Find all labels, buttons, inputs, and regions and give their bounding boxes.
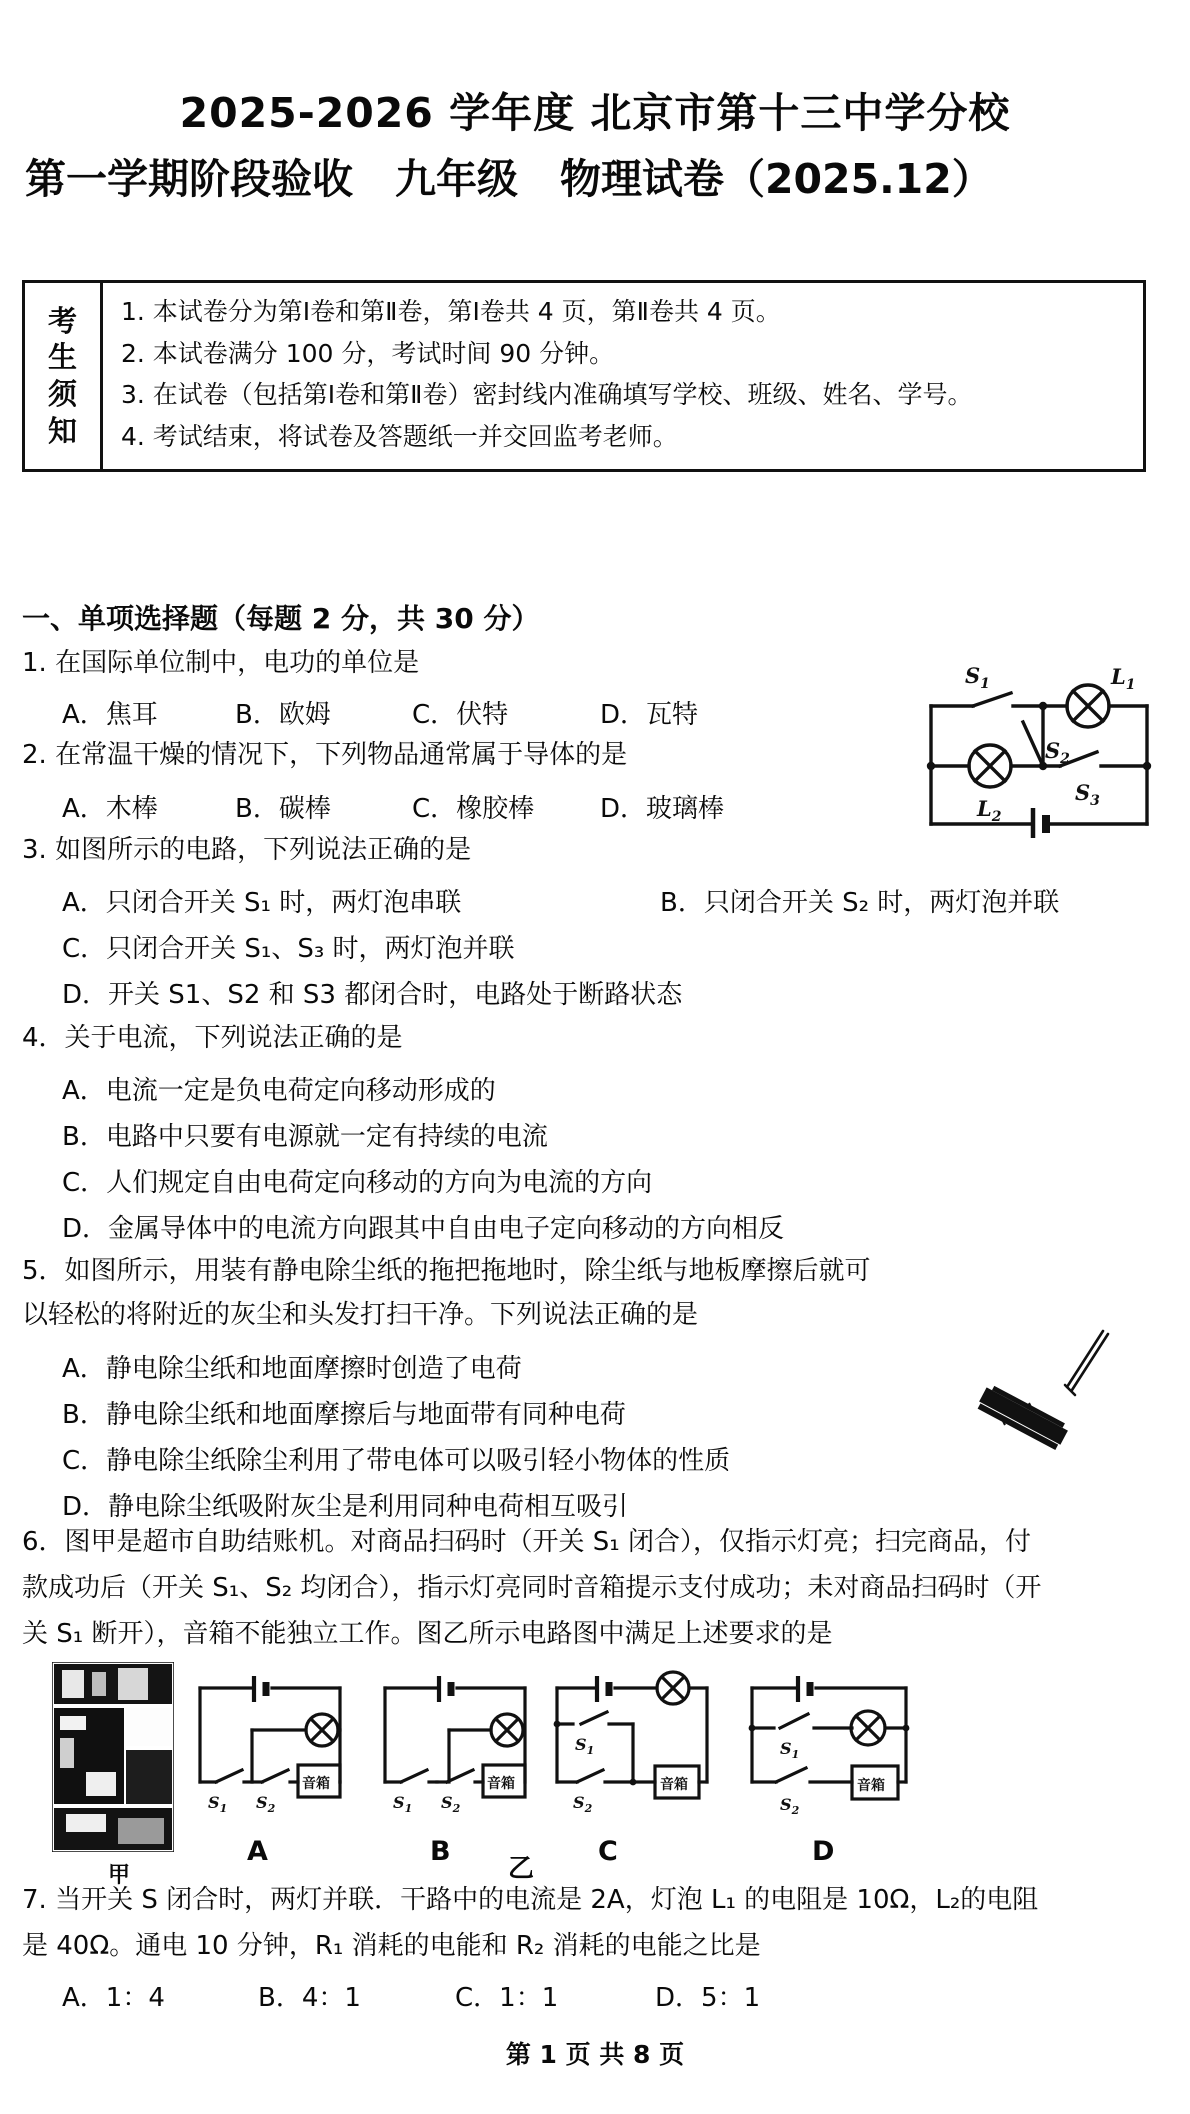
notice-label <box>25 283 103 469</box>
figure-label-option-c: C <box>598 1836 618 1867</box>
section-heading-choice: 一、单项选择题（每题 2 分，共 30 分） <box>22 602 540 635</box>
question-2-option-d[interactable]: D．玻璃棒 <box>600 794 725 824</box>
circuit-label-l2: $L_2$ <box>977 796 1002 825</box>
circuit-c-label-s1: $S_1$ <box>575 1735 595 1757</box>
title-grade: 九年级 <box>395 155 518 203</box>
circuit-d-speaker-label: 音箱 <box>857 1778 885 1794</box>
question-7-stem-line2: 是 40Ω。通电 10 分钟，R₁ 消耗的电能和 R₂ 消耗的电能之比是 <box>22 1931 761 1961</box>
notice-body <box>103 283 1143 469</box>
title-subject: 物理试卷（2025.12） <box>560 155 993 203</box>
notice-item: 4. 考试结束，将试卷及答题纸一并交回监考老师。 <box>121 421 678 451</box>
question-1-stem: 1. 在国际单位制中，电功的单位是 <box>22 648 420 678</box>
question-5-mop-figure <box>975 1325 1125 1455</box>
question-2-option-c[interactable]: C．橡胶棒 <box>412 794 535 824</box>
notice-item: 2. 本试卷满分 100 分，考试时间 90 分钟。 <box>121 338 615 368</box>
circuit-c-speaker-label: 音箱 <box>660 1777 688 1793</box>
figure-label-jia: 甲 <box>108 1863 131 1888</box>
circuit-c-label-s2: $S_2$ <box>573 1793 593 1815</box>
question-7-option-b[interactable]: B．4：1 <box>258 1983 361 2013</box>
notice-item: 1. 本试卷分为第Ⅰ卷和第Ⅱ卷，第Ⅰ卷共 4 页，第Ⅱ卷共 4 页。 <box>121 297 781 326</box>
question-1-option-a[interactable]: A．焦耳 <box>62 700 158 730</box>
figure-label-option-d: D <box>812 1836 835 1867</box>
question-6-circuit-b <box>375 1662 535 1827</box>
circuit-d-label-s1: $S_1$ <box>780 1739 800 1761</box>
question-4-option-c[interactable]: C．人们规定自由电荷定向移动的方向为电流的方向 <box>62 1168 653 1198</box>
question-7-option-c[interactable]: C．1：1 <box>455 1983 559 2013</box>
question-5-stem-line2: 以轻松的将附近的灰尘和头发打扫干净。下列说法正确的是 <box>22 1300 699 1330</box>
question-6-stem-line3: 关 S₁ 断开），音箱不能独立工作。图乙所示电路图中满足上述要求的是 <box>22 1619 833 1649</box>
question-7-option-a[interactable]: A．1：4 <box>62 1983 165 2013</box>
notice-item: 3. 在试卷（包括第Ⅰ卷和第Ⅱ卷）密封线内准确填写学校、班级、姓名、学号。 <box>121 380 973 409</box>
question-3-option-c[interactable]: C．只闭合开关 S₁、S₃ 时，两灯泡并联 <box>62 934 515 964</box>
question-4-option-b[interactable]: B．电路中只要有电源就一定有持续的电流 <box>62 1122 548 1152</box>
circuit-diagram-q3 <box>915 648 1185 838</box>
circuit-b-label-s1: $S_1$ <box>393 1793 413 1815</box>
figure-label-option-a: A <box>247 1836 268 1867</box>
question-6-circuit-c <box>545 1662 720 1827</box>
circuit-a-label-s1: $S_1$ <box>208 1793 228 1815</box>
exam-notice-box <box>22 280 1146 472</box>
circuit-diagram-option-b <box>375 1662 535 1827</box>
question-2-option-a[interactable]: A．木棒 <box>62 794 158 824</box>
circuit-label-s1: $S_1$ <box>965 663 990 692</box>
circuit-a-speaker-label: 音箱 <box>302 1776 330 1792</box>
question-3-option-b[interactable]: B．只闭合开关 S₂ 时，两灯泡并联 <box>660 888 1060 918</box>
question-6-stem-line2: 款成功后（开关 S₁、S₂ 均闭合），指示灯亮同时音箱提示支付成功；未对商品扫码时（开 <box>22 1573 1042 1603</box>
circuit-b-label-s2: $S_2$ <box>441 1793 461 1815</box>
question-5-option-a[interactable]: A．静电除尘纸和地面摩擦时创造了电荷 <box>62 1354 522 1384</box>
circuit-d-label-s2: $S_2$ <box>780 1795 800 1817</box>
question-6-circuit-d <box>740 1662 920 1827</box>
question-2-stem: 2. 在常温干燥的情况下，下列物品通常属于导体的是 <box>22 740 628 770</box>
question-3-option-a[interactable]: A．只闭合开关 S₁ 时，两灯泡串联 <box>62 888 462 918</box>
question-6-stem-line1: 6．图甲是超市自助结账机。对商品扫码时（开关 S₁ 闭合），仅指示灯亮；扫完商品，付 <box>22 1527 1031 1557</box>
mop-illustration <box>975 1325 1125 1455</box>
question-3-option-d[interactable]: D．开关 S1、S2 和 S3 都闭合时，电路处于断路状态 <box>62 980 683 1010</box>
circuit-diagram-option-d <box>740 1662 920 1827</box>
question-4-stem: 4．关于电流，下列说法正确的是 <box>22 1023 403 1053</box>
question-3-circuit-figure <box>915 648 1185 838</box>
page-title-line2 <box>25 146 1165 205</box>
question-2-option-b[interactable]: B．碳棒 <box>235 794 331 824</box>
page-title-line1: 2025-2026 学年度 北京市第十三中学分校 <box>179 89 1011 137</box>
question-3-stem: 3. 如图所示的电路，下列说法正确的是 <box>22 835 472 865</box>
notice-label-char-0: 考 <box>47 303 77 338</box>
question-7-option-d[interactable]: D．5：1 <box>655 1983 761 2013</box>
question-1-option-b[interactable]: B．欧姆 <box>235 700 331 730</box>
question-1-option-d[interactable]: D．瓦特 <box>600 700 699 730</box>
circuit-label-l1: $L_1$ <box>1111 664 1136 693</box>
figure-label-option-b: B <box>430 1836 451 1867</box>
question-5-stem-line1: 5．如图所示，用装有静电除尘纸的拖把拖地时，除尘纸与地板摩擦后就可 <box>22 1256 871 1286</box>
question-5-option-d[interactable]: D．静电除尘纸吸附灰尘是利用同种电荷相互吸引 <box>62 1492 629 1522</box>
question-1-option-c[interactable]: C．伏特 <box>412 700 509 730</box>
question-7-stem-line1: 7. 当开关 S 闭合时，两灯并联．干路中的电流是 2A，灯泡 L₁ 的电阻是 10Ω，L₂的电阻 <box>22 1885 1039 1915</box>
question-4-option-d[interactable]: D．金属导体中的电流方向跟其中自由电子定向移动的方向相反 <box>62 1214 785 1244</box>
question-5-option-c[interactable]: C．静电除尘纸除尘利用了带电体可以吸引轻小物体的性质 <box>62 1446 731 1476</box>
figure-label-yi: 乙 <box>508 1854 535 1884</box>
circuit-b-speaker-label: 音箱 <box>487 1776 515 1792</box>
notice-label-char-1: 生 <box>47 340 77 375</box>
circuit-label-s2: $S_2$ <box>1045 738 1070 767</box>
notice-label-char-2: 须 <box>47 377 77 411</box>
question-6-circuit-a <box>190 1662 350 1827</box>
circuit-label-s3: $S_3$ <box>1075 780 1100 809</box>
self-checkout-photo <box>52 1662 174 1852</box>
question-5-option-b[interactable]: B．静电除尘纸和地面摩擦后与地面带有同种电荷 <box>62 1400 626 1430</box>
circuit-diagram-option-c <box>545 1662 720 1827</box>
question-6-photo-jia <box>52 1662 174 1852</box>
circuit-a-label-s2: $S_2$ <box>256 1793 276 1815</box>
title-term: 第一学期阶段验收 <box>25 155 353 203</box>
circuit-diagram-option-a <box>190 1662 350 1827</box>
notice-label-char-3: 知 <box>47 413 77 448</box>
page-footer: 第 1 页 共 8 页 <box>505 2040 685 2069</box>
question-4-option-a[interactable]: A．电流一定是负电荷定向移动形成的 <box>62 1076 496 1106</box>
